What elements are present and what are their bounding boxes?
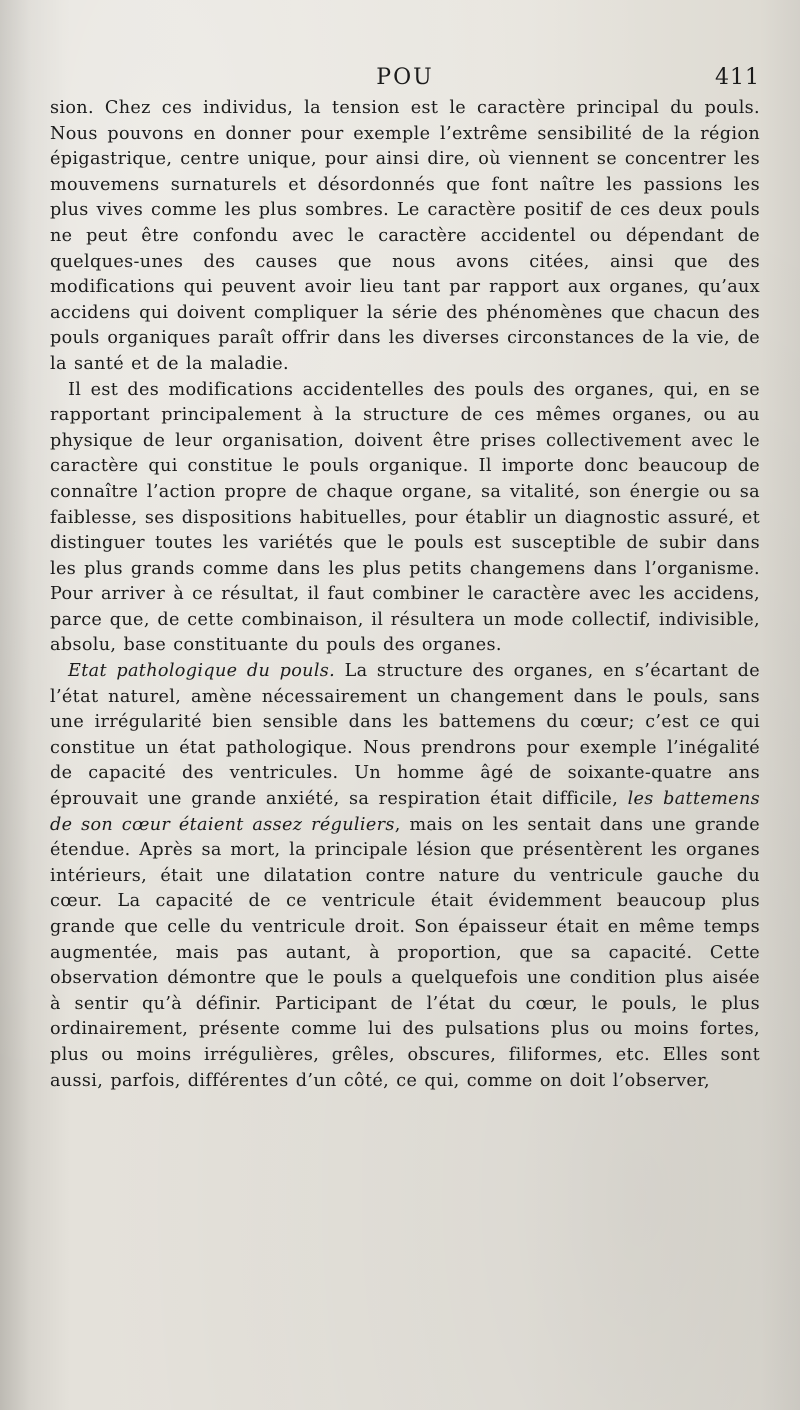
body-text: [50, 96, 760, 1094]
page-header: [50, 62, 760, 94]
paragraph-pathological-state: [50, 659, 760, 1094]
running-head: POU: [376, 65, 434, 90]
paragraph-text: , mais on les sentait dans une grande étendue. Après sa mort, la principale lésion que présentèrent les organes intérieurs, était une dilatation contre nature du ventricule gauche du cœur. La capacité de ce ventricule était évidemment beaucoup plus grande que celle du ventricule droit. Son épaisseur était en même temps augmentée, mais pas autant, à proportion, que sa capacité. Cette observation démontre que le pouls a quelquefois une condition plus aisée à sentir qu’à définir. Participant de l’état du cœur, le pouls, le plus ordinairement, présente comme lui des pulsations plus ou moins fortes, plus ou moins irrégulières, grêles, obscures, filiformes, etc. Elles sont aussi, parfois, différentes d’un côté, ce qui, comme on doit l’observer,: [50, 814, 760, 1091]
paragraph-continuation: [50, 96, 760, 378]
italic-phrase: les battemens de son cœur étaient assez réguliers: [50, 789, 761, 835]
paragraph-modifications: [50, 378, 760, 660]
paragraph-text: Il est des modifications accidentelles des pouls des organes, qui, en se rapportant principalement à la structure de ces mêmes organes, ou au physique de leur organisation, doivent être prises collectivement avec le caractère qui constitue le pouls organique. Il importe donc beaucoup de connaître l’action propre de chaque organe, sa vitalité, son énergie ou sa faiblesse, ses dispositions habituelles, pour établir un diagnostic assuré, et distinguer toutes les variétés que le pouls est susceptible de subir dans les plus grands comme dans les plus petits changemens dans l’organisme. Pour arriver à ce résultat, il faut combiner le caractère avec les accidens, parce que, de cette combinaison, il résultera un mode collectif, indivisible, absolu, base constituante du pouls des organes.: [50, 379, 760, 656]
paragraph-text: La structure des organes, en s’écartant de l’état naturel, amène nécessairement un changement dans le pouls, sans une irrégularité bien sensible dans les battemens du cœur; c’est ce qui constitue un état pathologique. Nous prendrons pour exemple l’inégalité de capacité des ventricules. Un homme âgé de soixante-quatre ans éprouvait une grande anxiété, sa respiration était difficile,: [50, 661, 760, 810]
page-number: 411: [715, 65, 760, 90]
section-heading-italic: Etat pathologique du pouls.: [68, 661, 336, 682]
paragraph-text: sion. Chez ces individus, la tension est le caractère principal du pouls. Nous pouvons en donner pour exemple l’extrême sensibilité de la région épigastrique, centre unique, pour ainsi dire, où viennent se concentrer les mouvemens surnaturels et désordonnés que font naître les passions les plus vives comme les plus sombres. Le caractère positif de ces deux pouls ne peut être confondu avec le caractère accidentel ou dépendant de quelques-unes des causes que nous avons citées, ainsi que des modifications qui peuvent avoir lieu tant par rapport aux organes, qu’aux accidens qui doivent compliquer la série des phénomènes que chacun des pouls organiques paraît offrir dans les diverses circonstances de la vie, de la santé et de la maladie.: [50, 98, 760, 374]
